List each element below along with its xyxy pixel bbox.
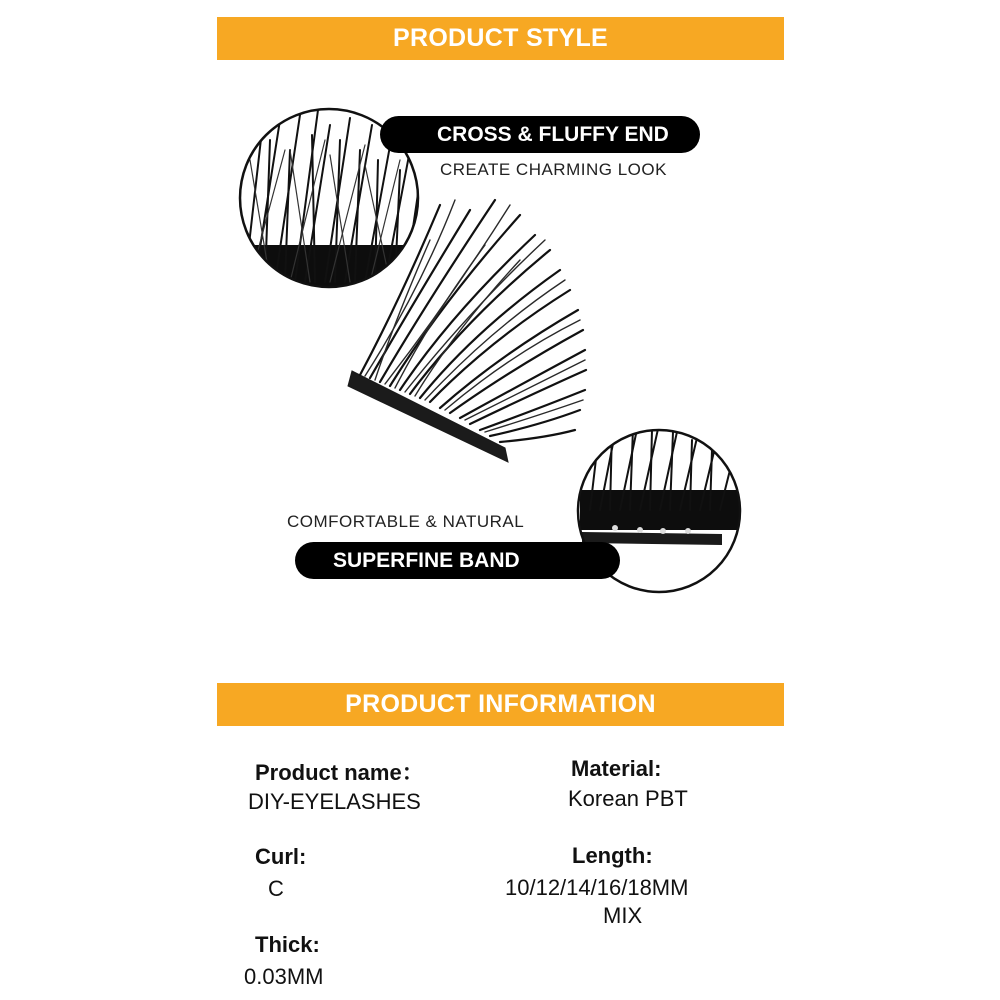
material-label: Material: xyxy=(571,756,662,781)
thick-value: 0.03MM xyxy=(244,964,324,989)
curl-value: C xyxy=(268,876,284,901)
feature-title-cross-fluffy: CROSS & FLUFFY END xyxy=(380,116,700,153)
product-style-banner: PRODUCT STYLE xyxy=(217,17,784,60)
product-information-banner: PRODUCT INFORMATION xyxy=(217,683,784,726)
feature-title-superfine-band: SUPERFINE BAND xyxy=(295,542,620,579)
length-value: 10/12/14/16/18MM xyxy=(505,875,689,900)
feature-subtitle-charming: CREATE CHARMING LOOK xyxy=(440,160,667,179)
material-value: Korean PBT xyxy=(568,786,688,811)
thick-label: Thick: xyxy=(255,932,320,957)
length-label: Length: xyxy=(572,843,653,868)
product-name-label: Product name： xyxy=(255,760,424,785)
length-value-mix: MIX xyxy=(603,903,643,928)
curl-label: Curl: xyxy=(255,844,307,869)
feature-subtitle-comfortable: COMFORTABLE & NATURAL xyxy=(287,512,525,531)
product-name-value: DIY-EYELASHES xyxy=(248,789,421,814)
